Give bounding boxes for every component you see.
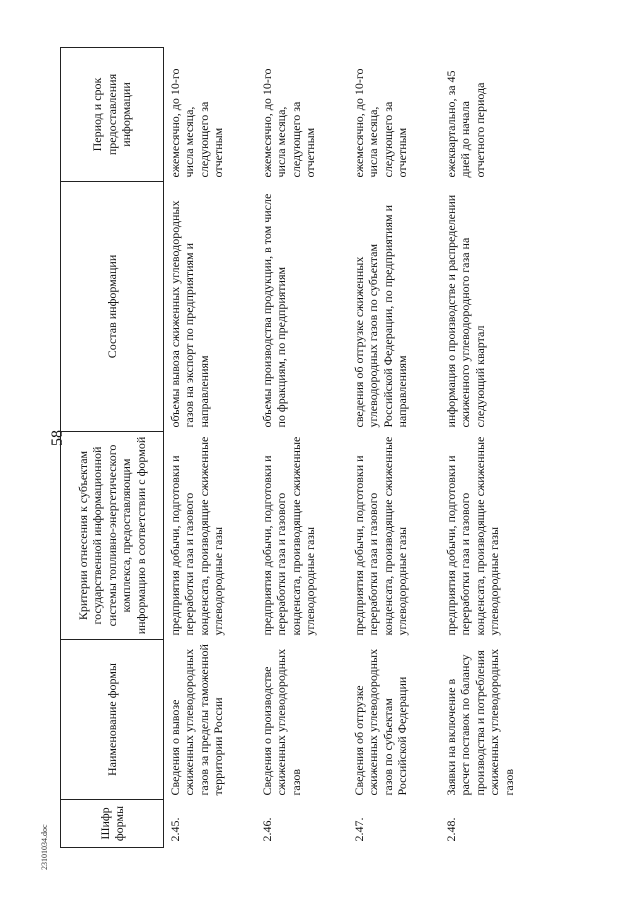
rotated-table-container <box>60 48 540 848</box>
cell-period: ежемесячно, до 10-го числа месяца, следующего за отчетным <box>352 68 410 178</box>
cell-period: ежемесячно, до 10-го числа месяца, следующего за отчетным <box>260 68 318 178</box>
table-row <box>164 48 257 848</box>
header-content: Состав информации <box>61 182 164 432</box>
cell-form-name: Сведения о производстве сжиженных углеводородных газов <box>260 648 303 796</box>
cell-form-name: Заявки на включение в расчет поставок по балансу производства и потребления сжиженных углеводородных газов <box>444 648 516 796</box>
cell-period: ежемесячно, до 10-го числа месяца, следующего за отчетным <box>168 68 226 178</box>
table-header-row <box>61 48 164 848</box>
page-number: 58 <box>49 430 66 446</box>
cell-form-name: Сведения об отгрузке сжиженных углеводородных газов по субъектам Российской Федерации <box>352 648 410 796</box>
header-period: Период и срок предоставления информации <box>61 48 164 182</box>
cell-content: объемы вывоза сжиженных углеводородных газов на экспорт по предприятиям и направлениям <box>168 200 211 428</box>
header-criteria: Критерии отнесения к субъектам государственной информационной системы топливно-энергетического комплекса, предоставляющим информацию в соответствии с формой <box>61 432 164 640</box>
footer-filename: 23101034.doc <box>40 824 49 870</box>
cell-content: сведения об отгрузке сжиженных углеводородных газов по субъектам Российской Федерации, по предприятиям и направлениям <box>352 205 410 428</box>
cell-criteria: предприятия добычи, подготовки и переработки газа и газового конденсата, производящие сжиженные углеводородные газы <box>444 436 502 636</box>
cell-code: 2.48. <box>444 817 458 842</box>
header-code: Шифр формы <box>61 800 164 848</box>
cell-form-name: Сведения о вывозе сжиженных углеводородных газов за пределы таможенной территории России <box>168 644 226 796</box>
cell-code: 2.46. <box>260 817 274 842</box>
cell-criteria: предприятия добычи, подготовки и переработки газа и газового конденсата, производящие сжиженные углеводородные газы <box>260 436 318 636</box>
cell-code: 2.47. <box>352 817 366 842</box>
table-row <box>256 48 348 848</box>
table-row <box>348 48 440 848</box>
cell-period: ежеквартально, за 45 дней до начала отчетного периода <box>444 70 487 178</box>
cell-code: 2.45. <box>168 817 182 842</box>
table-row <box>440 48 532 848</box>
cell-content: информация о производстве и распределении сжиженного углеводородного газа на следующий квартал <box>444 194 487 428</box>
forms-table <box>60 47 532 848</box>
header-form-name: Наименование формы <box>61 640 164 800</box>
cell-criteria: предприятия добычи, подготовки и переработки газа и газового конденсата, производящие сжиженные углеводородные газы <box>352 436 410 636</box>
cell-criteria: предприятия добычи, подготовки и переработки газа и газового конденсата, производящие сжиженные углеводородные газы <box>168 436 226 636</box>
cell-content: объемы производства продукции, в том числе по фракциям, по предприятиям <box>260 193 289 428</box>
